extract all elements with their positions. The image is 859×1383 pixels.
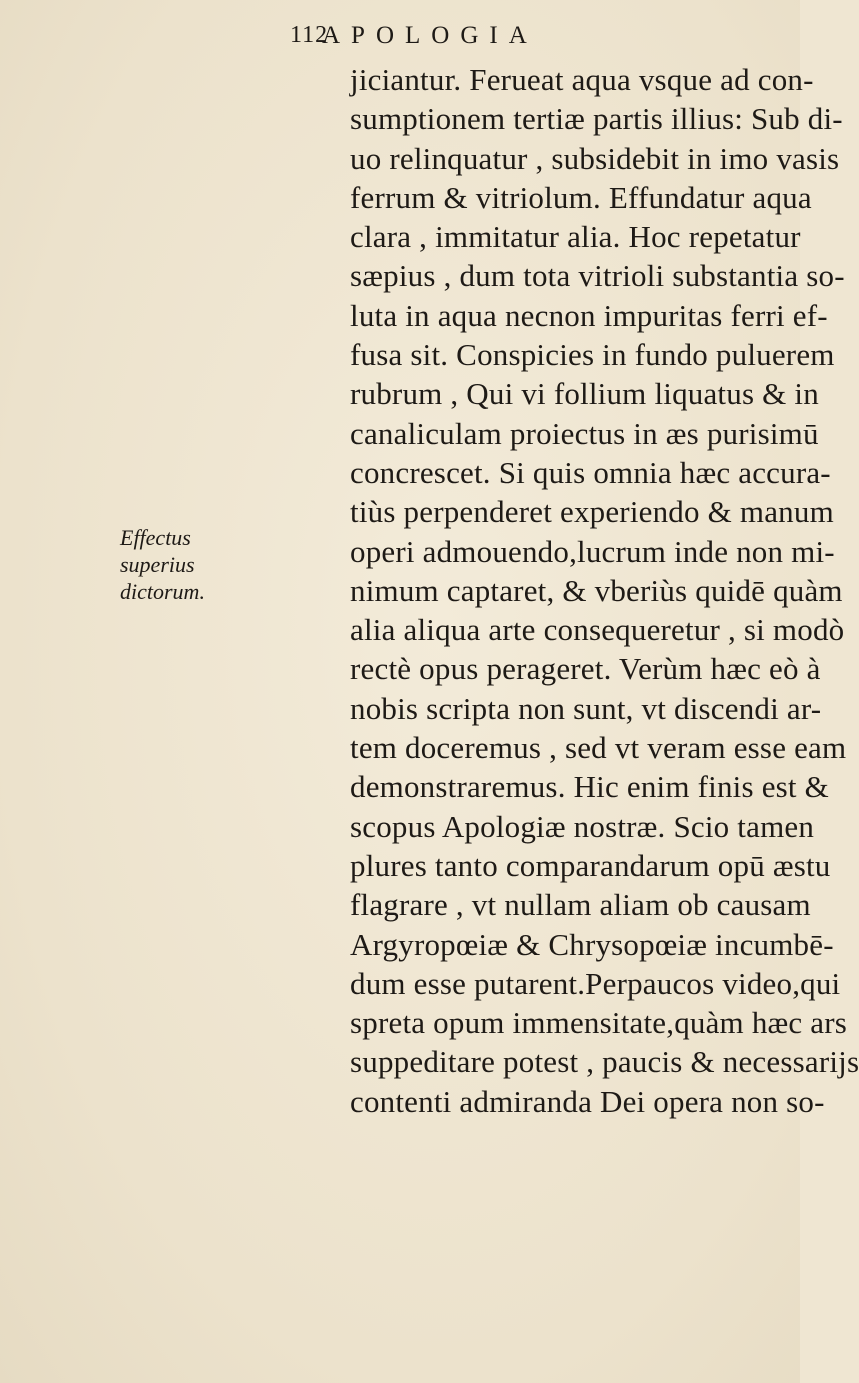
text-line: clara , immitatur alia. Hoc repetatur [350, 219, 801, 255]
text-line: jiciantur. Ferueat aqua vsque ad con- [350, 62, 814, 97]
text-line: alia aliqua arte consequeretur , si modò [350, 612, 845, 648]
text-line: nobis scripta non sunt, vt discendi ar- [350, 690, 822, 726]
margin-note-line: Effectus [120, 525, 191, 550]
margin-note-line: dictorum. [120, 579, 205, 604]
text-line: flagrare , vt nullam aliam ob causam [350, 887, 811, 923]
text-line: rubrum , Qui vi follium liquatus & in [350, 376, 819, 412]
text-line: operi admouendo,lucrum inde non mi- [350, 533, 835, 569]
text-line: dum esse putarent.Perpaucos video,qui [350, 965, 841, 1001]
margin-note-line: superius [120, 552, 195, 577]
text-line: scopus Apologiæ nostræ. Scio tamen [350, 808, 815, 844]
text-line: nimum captaret, & vberiùs quidē quàm [350, 572, 843, 608]
text-line: canaliculam proiectus in æs purisimū [350, 415, 819, 451]
text-line: spreta opum immensitate,quàm hæc ars [350, 1005, 848, 1041]
text-line: demonstraremus. Hic enim finis est & [350, 769, 829, 805]
text-line: sæpius , dum tota vitrioli substantia so- [350, 258, 845, 294]
text-line: contenti admiranda Dei opera non so- [350, 1083, 825, 1119]
margin-note [120, 524, 250, 605]
text-line: tiùs perpenderet experiendo & manum [350, 494, 834, 530]
running-head: APOLOGIA [322, 22, 538, 49]
text-line: tem doceremus , sed vt veram esse eam [350, 730, 847, 766]
text-line: ferrum & vitriolum. Effundatur aqua [350, 179, 812, 215]
text-line: uo relinquatur , subsidebit in imo vasis [350, 140, 840, 176]
body-text [350, 60, 859, 1121]
text-line: luta in aqua necnon impuritas ferri ef- [350, 297, 828, 333]
page-number: 112 [290, 22, 329, 48]
text-line: Argyropœiæ & Chrysopœiæ incumbē- [350, 926, 834, 962]
text-line: sumptionem tertiæ partis illius: Sub di- [350, 101, 843, 137]
text-line: fusa sit. Conspicies in fundo puluerem [350, 337, 835, 373]
text-line: concrescet. Si quis omnia hæc accura- [350, 454, 831, 490]
text-line: rectè opus perageret. Verùm hæc eò à [350, 651, 821, 687]
text-line: plures tanto comparandarum opū æstu [350, 847, 831, 883]
text-line: suppeditare potest , paucis & necessarijs [350, 1044, 859, 1080]
